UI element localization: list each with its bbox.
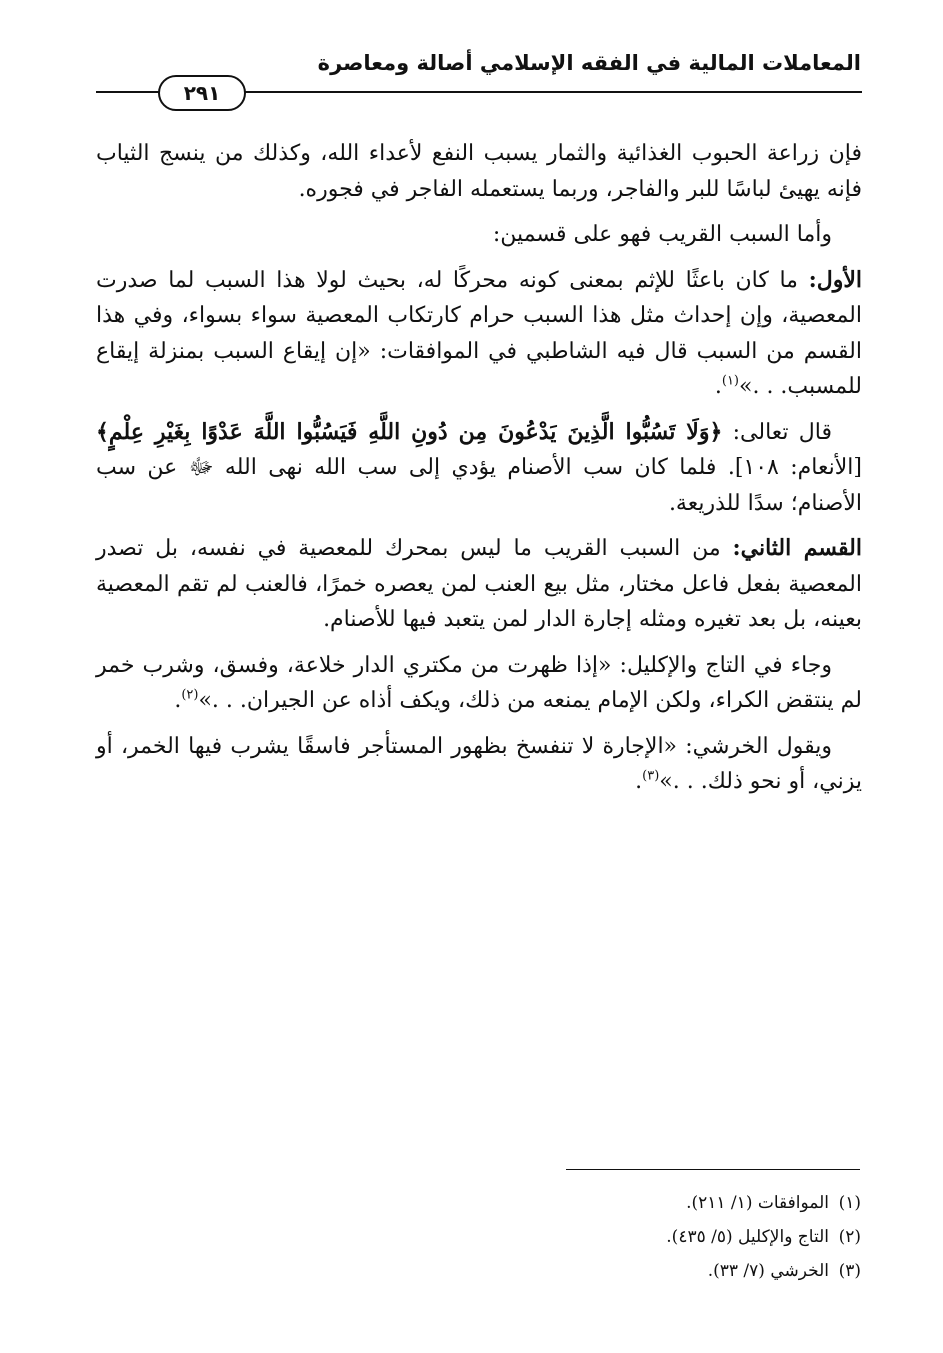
footnote-text: الموافقات (١/ ٢١١). — [686, 1193, 829, 1213]
paragraph-7-text: ويقول الخرشي: «الإجارة لا تنفسخ بظهور المستأجر فاسقًا يشرب فيها الخمر، أو يزني، أو نحو ذلك. . .» — [96, 733, 862, 794]
paragraph-5 — [96, 531, 862, 638]
footnote-ref-2: (٢) — [181, 687, 199, 703]
footnotes — [161, 1186, 861, 1288]
footnote-number: (١) — [838, 1193, 861, 1213]
paragraph-4-text: [الأنعام: ١٠٨]. فلما كان سب الأصنام يؤدي إلى سب الله نهى الله ﷻ عن سب الأصنام؛ سدًا للذريعة. — [96, 455, 862, 516]
footnote-text: الخرشي (٧/ ٣٣). — [707, 1261, 829, 1281]
paragraph-1: فإن زراعة الحبوب الغذائية والثمار يسبب النفع لأعداء الله، وكذلك من ينسج الثياب فإنه يهيئ لباسًا للبر والفاجر، وربما يستعمله الفاجر في فجوره. — [96, 141, 862, 202]
paragraph-3-text: ما كان باعثًا للإثم بمعنى كونه محركًا له، بحيث لولا هذا السبب لما صدرت المعصية، وإن إحداث مثل هذا السبب حرام كارتكاب المعصية سواء بسواء، وفي هذا القسم من السبب قال فيه الشاطبي في الموافقات: «إن إيقاع السبب بمنزلة إيقاع للمسبب. . .» — [96, 267, 862, 399]
footnote-ref-1: (١) — [721, 373, 739, 389]
paragraph-6-end: . — [174, 688, 182, 713]
paragraph-4 — [96, 415, 862, 522]
footnote-number: (٣) — [838, 1261, 861, 1281]
footnote-3 — [161, 1254, 861, 1288]
paragraph-3 — [96, 263, 862, 405]
footnote-2 — [161, 1220, 861, 1254]
footnote-text: التاج والإكليل (٥/ ٤٣٥). — [666, 1227, 829, 1247]
paragraph-3-label: الأول: — [808, 266, 862, 293]
running-title: المعاملات المالية في الفقه الإسلامي أصالة ومعاصرة — [317, 51, 861, 75]
footnote-ref-3: (٣) — [642, 768, 660, 784]
paragraph-2: وأما السبب القريب فهو على قسمين: — [492, 222, 832, 247]
page-number: ٢٩١ — [158, 75, 246, 111]
paragraph-4-intro: قال تعالى: — [722, 419, 832, 445]
paragraph-3-end: . — [714, 374, 722, 399]
body-text — [96, 136, 862, 810]
footnote-1 — [161, 1186, 861, 1220]
quran-verse: ﴿وَلَا تَسُبُّوا الَّذِينَ يَدْعُونَ مِن دُونِ اللَّهِ فَيَسُبُّوا اللَّهَ عَدْوًا بِغَيْرِ عِلْمٍ﴾ — [96, 418, 723, 445]
paragraph-6 — [96, 648, 862, 719]
paragraph-7-end: . — [635, 769, 643, 794]
paragraph-5-label: القسم الثاني: — [732, 535, 862, 561]
paragraph-6-text: وجاء في التاج والإكليل: «إذا ظهرت من مكتري الدار خلاعة، وفسق، وشرب خمر لم ينتقض الكراء، ولكن الإمام يمنعه من ذلك، ويكف أذاه عن الجيران. . .» — [96, 652, 862, 713]
footnote-rule — [566, 1169, 860, 1170]
footnote-number: (٢) — [838, 1227, 861, 1247]
paragraph-5-text: من السبب القريب ما ليس بمحرك للمعصية في نفسه، بل تصدر المعصية بفعل فاعل مختار، مثل بيع العنب لمن يعصره خمرًا، فالعنب لم تقم المعصية بعينه، بل بعد تغيره ومثله إجارة الدار لمن يتعبد فيها للأصنام. — [96, 536, 862, 632]
paragraph-7 — [96, 729, 862, 800]
